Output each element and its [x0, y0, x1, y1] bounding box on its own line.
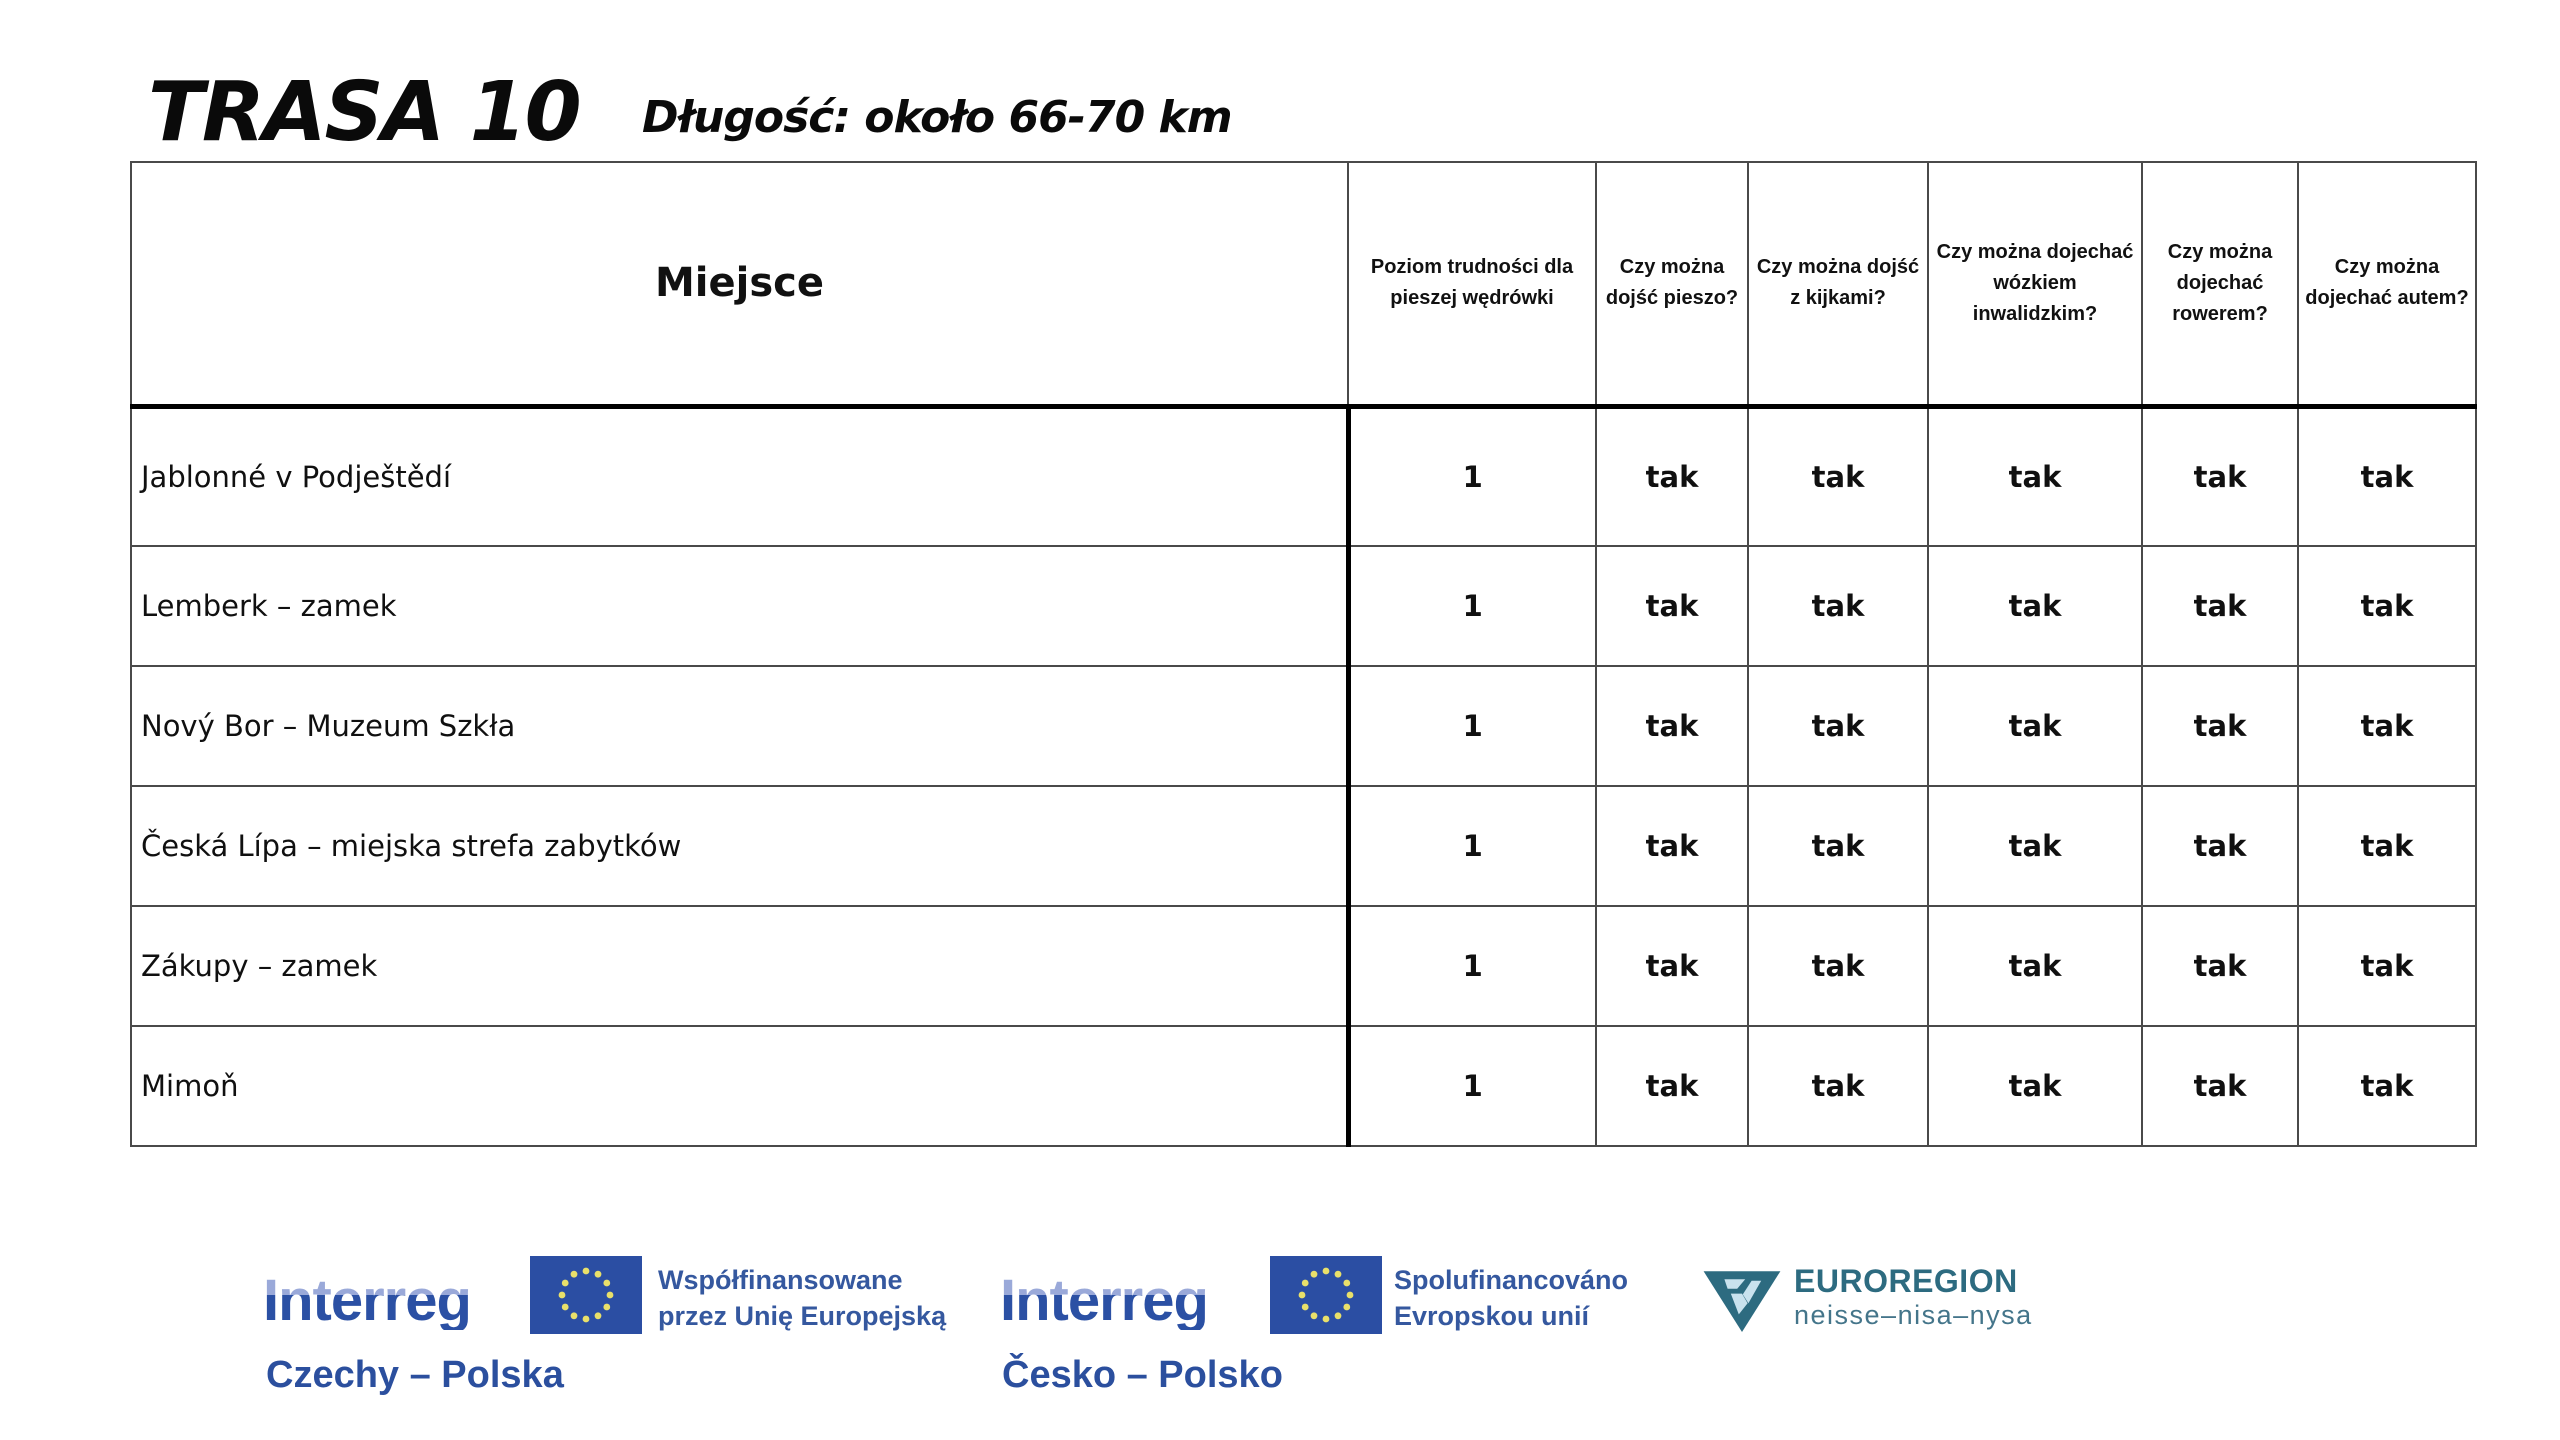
col-header-miejsce: Miejsce: [131, 162, 1348, 406]
bike-cell: tak: [2142, 546, 2298, 666]
walk-cell: tak: [1596, 1026, 1748, 1146]
col-header-poles: Czy można dojść z kijkami?: [1748, 162, 1928, 406]
cofunded-text-cz: [1394, 1262, 1628, 1334]
place-cell: Zákupy – zamek: [131, 906, 1348, 1026]
wheelchair-cell: tak: [1928, 906, 2142, 1026]
euroregion-name: EUROREGION: [1794, 1263, 2018, 1299]
poles-cell: tak: [1748, 1026, 1928, 1146]
difficulty-cell: 1: [1348, 546, 1596, 666]
wheelchair-cell: tak: [1928, 406, 2142, 546]
bike-cell: tak: [2142, 786, 2298, 906]
table-row: [131, 546, 2476, 666]
place-cell: Mimoň: [131, 1026, 1348, 1146]
place-cell: Nový Bor – Muzeum Szkła: [131, 666, 1348, 786]
difficulty-cell: 1: [1348, 786, 1596, 906]
eu-flag-icon: [530, 1256, 642, 1334]
walk-cell: tak: [1596, 906, 1748, 1026]
euroregion-logo: [1702, 1262, 2033, 1334]
table-row: [131, 1026, 2476, 1146]
poles-cell: tak: [1748, 406, 1928, 546]
table-row: [131, 786, 2476, 906]
car-cell: tak: [2298, 546, 2476, 666]
wheelchair-cell: tak: [1928, 546, 2142, 666]
difficulty-cell: 1: [1348, 1026, 1596, 1146]
eu-flag-icon: [1270, 1256, 1382, 1334]
wheelchair-cell: tak: [1928, 1026, 2142, 1146]
col-header-bike: Czy można dojechać rowerem?: [2142, 162, 2298, 406]
poles-cell: tak: [1748, 786, 1928, 906]
route-table: [130, 161, 2477, 1147]
walk-cell: tak: [1596, 406, 1748, 546]
place-cell: Jablonné v Podještědí: [131, 406, 1348, 546]
cofunded-line1: Spolufinancováno: [1394, 1265, 1629, 1295]
poles-cell: tak: [1748, 906, 1928, 1026]
bike-cell: tak: [2142, 666, 2298, 786]
interreg-logo-cz: Interreg: [1000, 1268, 1208, 1333]
table-row: [131, 406, 2476, 546]
car-cell: tak: [2298, 666, 2476, 786]
interreg-logo-pl: Interreg: [263, 1268, 471, 1333]
table-row: [131, 666, 2476, 786]
car-cell: tak: [2298, 406, 2476, 546]
cofunded-text-pl: [658, 1262, 946, 1334]
table-row: [131, 906, 2476, 1026]
bike-cell: tak: [2142, 1026, 2298, 1146]
cofunded-line1: Współfinansowane: [658, 1265, 903, 1295]
car-cell: tak: [2298, 786, 2476, 906]
cofunded-line2: Evropskou unií: [1394, 1301, 1590, 1331]
euroregion-subname: neisse–nisa–nysa: [1794, 1300, 2033, 1331]
difficulty-cell: 1: [1348, 406, 1596, 546]
poles-cell: tak: [1748, 546, 1928, 666]
difficulty-cell: 1: [1348, 666, 1596, 786]
route-length-subtitle: Długość: około 66-70 km: [642, 92, 1232, 143]
bike-cell: tak: [2142, 906, 2298, 1026]
euroregion-triangle-icon: [1702, 1266, 1782, 1334]
walk-cell: tak: [1596, 546, 1748, 666]
euroregion-text: [1794, 1264, 2033, 1332]
col-header-walk: Czy można dojść pieszo?: [1596, 162, 1748, 406]
wheelchair-cell: tak: [1928, 786, 2142, 906]
walk-cell: tak: [1596, 666, 1748, 786]
cofunded-line2: przez Unię Europejską: [658, 1301, 947, 1331]
col-header-difficulty: Poziom trudności dla pieszej wędrówki: [1348, 162, 1596, 406]
car-cell: tak: [2298, 906, 2476, 1026]
bike-cell: tak: [2142, 406, 2298, 546]
wheelchair-cell: tak: [1928, 666, 2142, 786]
car-cell: tak: [2298, 1026, 2476, 1146]
program-label-cz: Česko – Polsko: [1002, 1354, 1283, 1396]
poles-cell: tak: [1748, 666, 1928, 786]
walk-cell: tak: [1596, 786, 1748, 906]
place-cell: Česká Lípa – miejska strefa zabytków: [131, 786, 1348, 906]
place-cell: Lemberk – zamek: [131, 546, 1348, 666]
page-title: TRASA 10: [148, 65, 580, 160]
table-header-row: [131, 162, 2476, 406]
program-label-pl: Czechy – Polska: [266, 1354, 564, 1396]
col-header-car: Czy można dojechać autem?: [2298, 162, 2476, 406]
difficulty-cell: 1: [1348, 906, 1596, 1026]
col-header-wheelchair: Czy można dojechać wózkiem inwalidzkim?: [1928, 162, 2142, 406]
